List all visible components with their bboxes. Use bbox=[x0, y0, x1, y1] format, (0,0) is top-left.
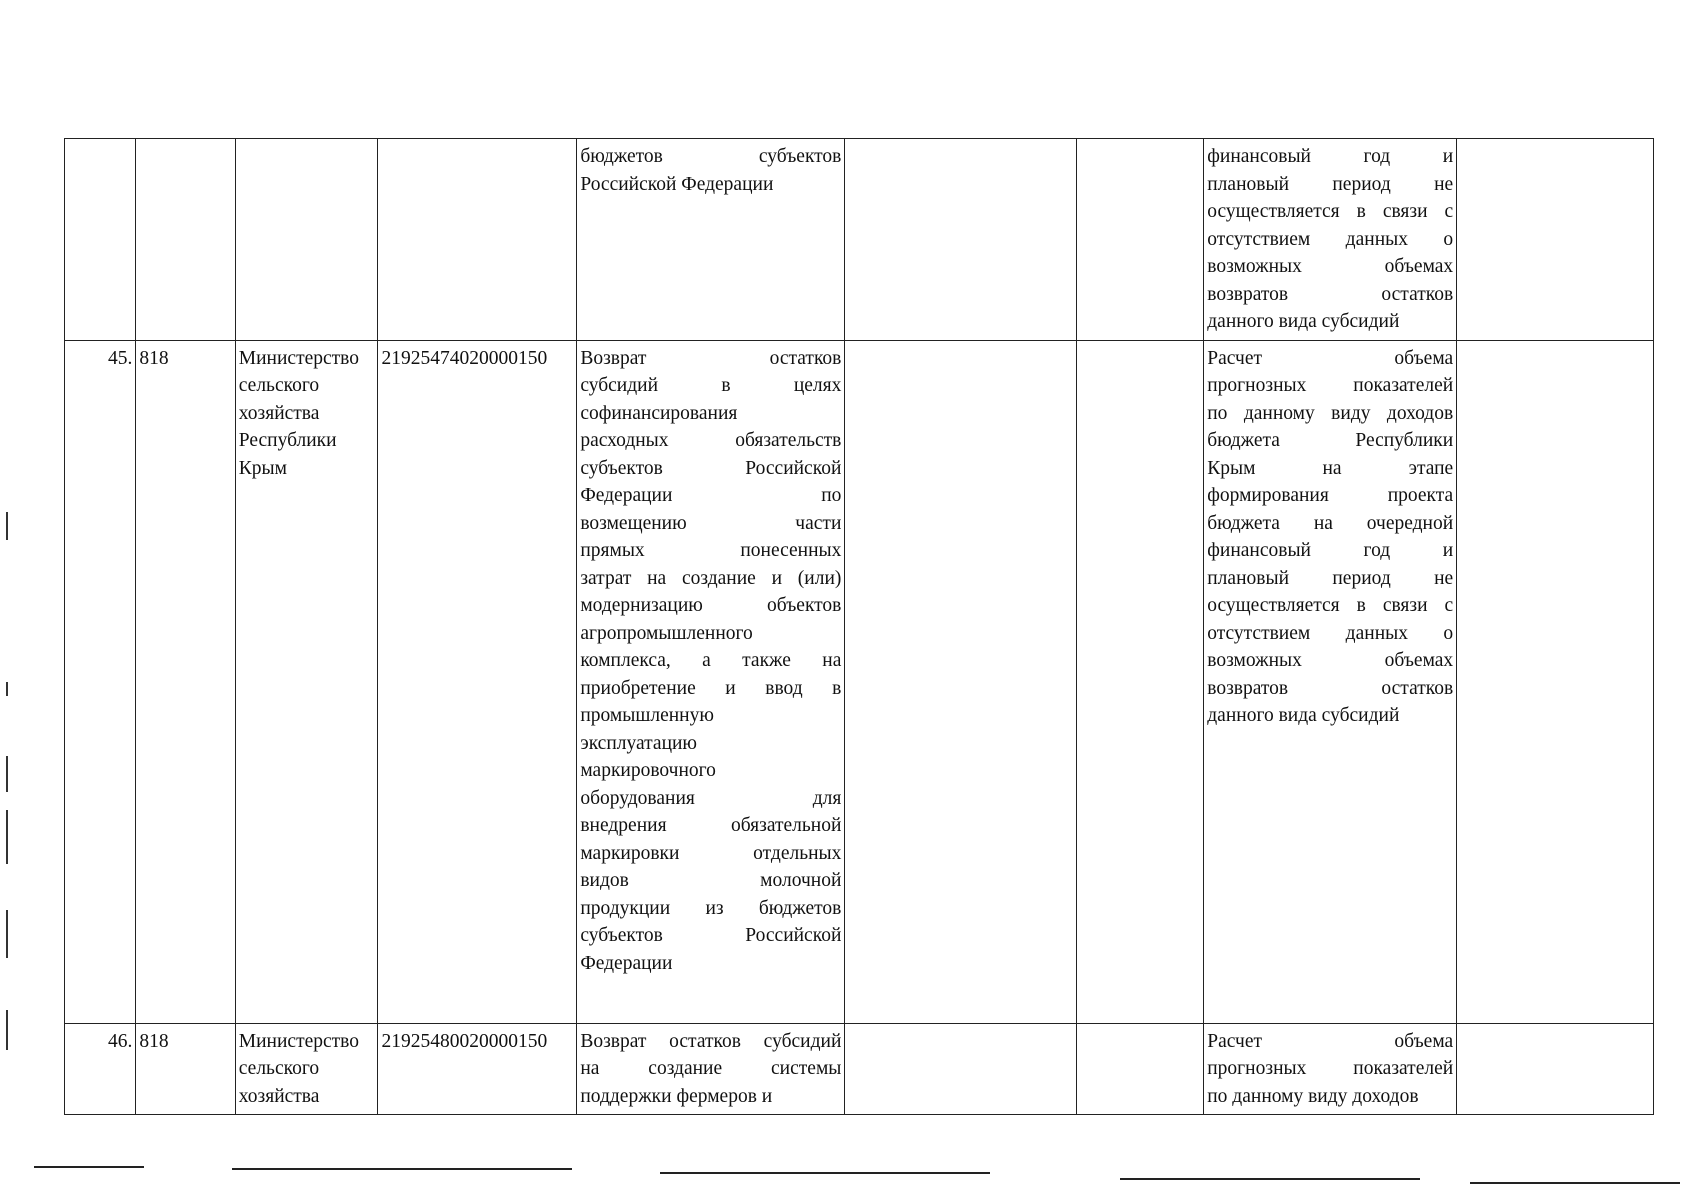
scan-line bbox=[232, 1168, 572, 1170]
text-line: Возврат остатков bbox=[580, 347, 842, 369]
text-line: на создание системы bbox=[580, 1058, 842, 1079]
text-line: поддержки фермеров и bbox=[580, 1085, 773, 1107]
text-line: расходных обязательств bbox=[580, 430, 842, 451]
text-line: Республики bbox=[238, 430, 337, 451]
text-line: продукции из бюджетов bbox=[580, 897, 842, 919]
text-line: видов молочной bbox=[580, 870, 842, 891]
row-number: 45. bbox=[65, 340, 136, 1023]
text-line: Расчет объема bbox=[1207, 347, 1454, 369]
text-line: возможных объемах bbox=[1207, 650, 1454, 671]
text-line: хозяйства bbox=[238, 1085, 320, 1107]
text-line: агропромышленного bbox=[580, 622, 753, 644]
empty-cell bbox=[1457, 1023, 1654, 1115]
text-line: хозяйства bbox=[238, 402, 320, 424]
text-line: комплекса, а также на bbox=[580, 650, 842, 671]
scan-line bbox=[1120, 1178, 1420, 1180]
admin-code bbox=[136, 139, 235, 341]
scan-mark bbox=[6, 910, 8, 958]
text-line: данного вида субсидий bbox=[1207, 311, 1400, 332]
revenue-name bbox=[577, 139, 845, 341]
text-line: Крым bbox=[238, 457, 287, 479]
kbk-code: 21925474020000150 bbox=[378, 340, 577, 1023]
scan-mark bbox=[6, 810, 8, 864]
text-line: плановый период не bbox=[1207, 567, 1454, 589]
administrator-name bbox=[235, 340, 378, 1023]
table-row bbox=[65, 340, 1654, 1023]
text-line: по данному виду доходов bbox=[1207, 1085, 1419, 1107]
table-row bbox=[65, 1023, 1654, 1115]
text-line: оборудования для bbox=[580, 787, 842, 809]
calculation-method bbox=[1204, 139, 1457, 341]
text-line: Расчет объема bbox=[1207, 1030, 1454, 1052]
text-line: возможных объемах bbox=[1207, 256, 1454, 277]
text-line: Федерации по bbox=[580, 485, 842, 506]
text-line: Крым на этапе bbox=[1207, 457, 1454, 479]
text-line: субъектов Российской bbox=[580, 457, 842, 479]
text-line: по данному виду доходов bbox=[1207, 402, 1454, 424]
empty-cell bbox=[1076, 1023, 1204, 1115]
text-line: данного вида субсидий bbox=[1207, 705, 1400, 726]
empty-cell bbox=[845, 139, 1076, 341]
text-line: Федерации bbox=[580, 952, 673, 974]
empty-cell bbox=[1457, 139, 1654, 341]
empty-cell bbox=[845, 340, 1076, 1023]
administrator-name bbox=[235, 139, 378, 341]
row-number bbox=[65, 139, 136, 341]
empty-cell bbox=[1076, 139, 1204, 341]
text-line: маркировочного bbox=[580, 760, 716, 781]
administrator-name bbox=[235, 1023, 378, 1115]
text-line: отсутствием данных о bbox=[1207, 228, 1454, 250]
text-line: финансовый год и bbox=[1207, 540, 1454, 561]
scan-line bbox=[1470, 1182, 1680, 1184]
text-line: затрат на создание и (или) bbox=[580, 567, 842, 589]
text-line: софинансирования bbox=[580, 402, 738, 424]
text-line: субсидий в целях bbox=[580, 375, 842, 396]
text-line: осуществляется в связи с bbox=[1207, 595, 1454, 616]
text-line: Министерство bbox=[238, 347, 359, 369]
text-line: модернизацию объектов bbox=[580, 595, 842, 616]
text-line: промышленную bbox=[580, 705, 714, 726]
empty-cell bbox=[1457, 340, 1654, 1023]
text-line: приобретение и ввод в bbox=[580, 677, 842, 699]
text-line: субъектов Российской bbox=[580, 925, 842, 946]
row-number: 46. bbox=[65, 1023, 136, 1115]
text-line: Российской Федерации bbox=[580, 173, 774, 195]
text-line: эксплуатацию bbox=[580, 732, 698, 754]
admin-code: 818 bbox=[136, 1023, 235, 1115]
text-line: сельского bbox=[238, 1058, 320, 1079]
revenue-name bbox=[577, 1023, 845, 1115]
text-line: Возврат остатков субсидий bbox=[580, 1030, 842, 1052]
text-line: бюджета Республики bbox=[1207, 430, 1454, 451]
text-line: бюджетов субъектов bbox=[580, 146, 842, 167]
kbk-code: 21925480020000150 bbox=[378, 1023, 577, 1115]
calculation-method bbox=[1204, 340, 1457, 1023]
revenue-name bbox=[577, 340, 845, 1023]
kbk-code bbox=[378, 139, 577, 341]
text-line: финансовый год и bbox=[1207, 146, 1454, 167]
text-line: возвратов остатков bbox=[1207, 677, 1454, 699]
scan-line bbox=[660, 1172, 990, 1174]
scan-mark bbox=[6, 1010, 8, 1050]
text-line: возвратов остатков bbox=[1207, 283, 1454, 305]
text-line: осуществляется в связи с bbox=[1207, 201, 1454, 222]
text-line: бюджета на очередной bbox=[1207, 512, 1454, 534]
scan-mark bbox=[6, 756, 8, 792]
admin-code: 818 bbox=[136, 340, 235, 1023]
text-line: внедрения обязательной bbox=[580, 815, 842, 836]
empty-cell bbox=[1076, 340, 1204, 1023]
text-line: сельского bbox=[238, 375, 320, 396]
text-line: плановый период не bbox=[1207, 173, 1454, 195]
text-line: Министерство bbox=[238, 1030, 359, 1052]
scan-mark bbox=[6, 682, 8, 696]
text-line: прогнозных показателей bbox=[1207, 1058, 1454, 1079]
text-line: возмещению части bbox=[580, 512, 842, 534]
calculation-method bbox=[1204, 1023, 1457, 1115]
scan-line bbox=[34, 1166, 144, 1168]
empty-cell bbox=[845, 1023, 1076, 1115]
table-row bbox=[65, 139, 1654, 341]
budget-revenue-table bbox=[64, 138, 1654, 1115]
scan-mark bbox=[6, 512, 8, 540]
text-line: отсутствием данных о bbox=[1207, 622, 1454, 644]
text-line: прогнозных показателей bbox=[1207, 375, 1454, 396]
text-line: формирования проекта bbox=[1207, 485, 1454, 506]
text-line: маркировки отдельных bbox=[580, 842, 842, 864]
text-line: прямых понесенных bbox=[580, 540, 842, 561]
